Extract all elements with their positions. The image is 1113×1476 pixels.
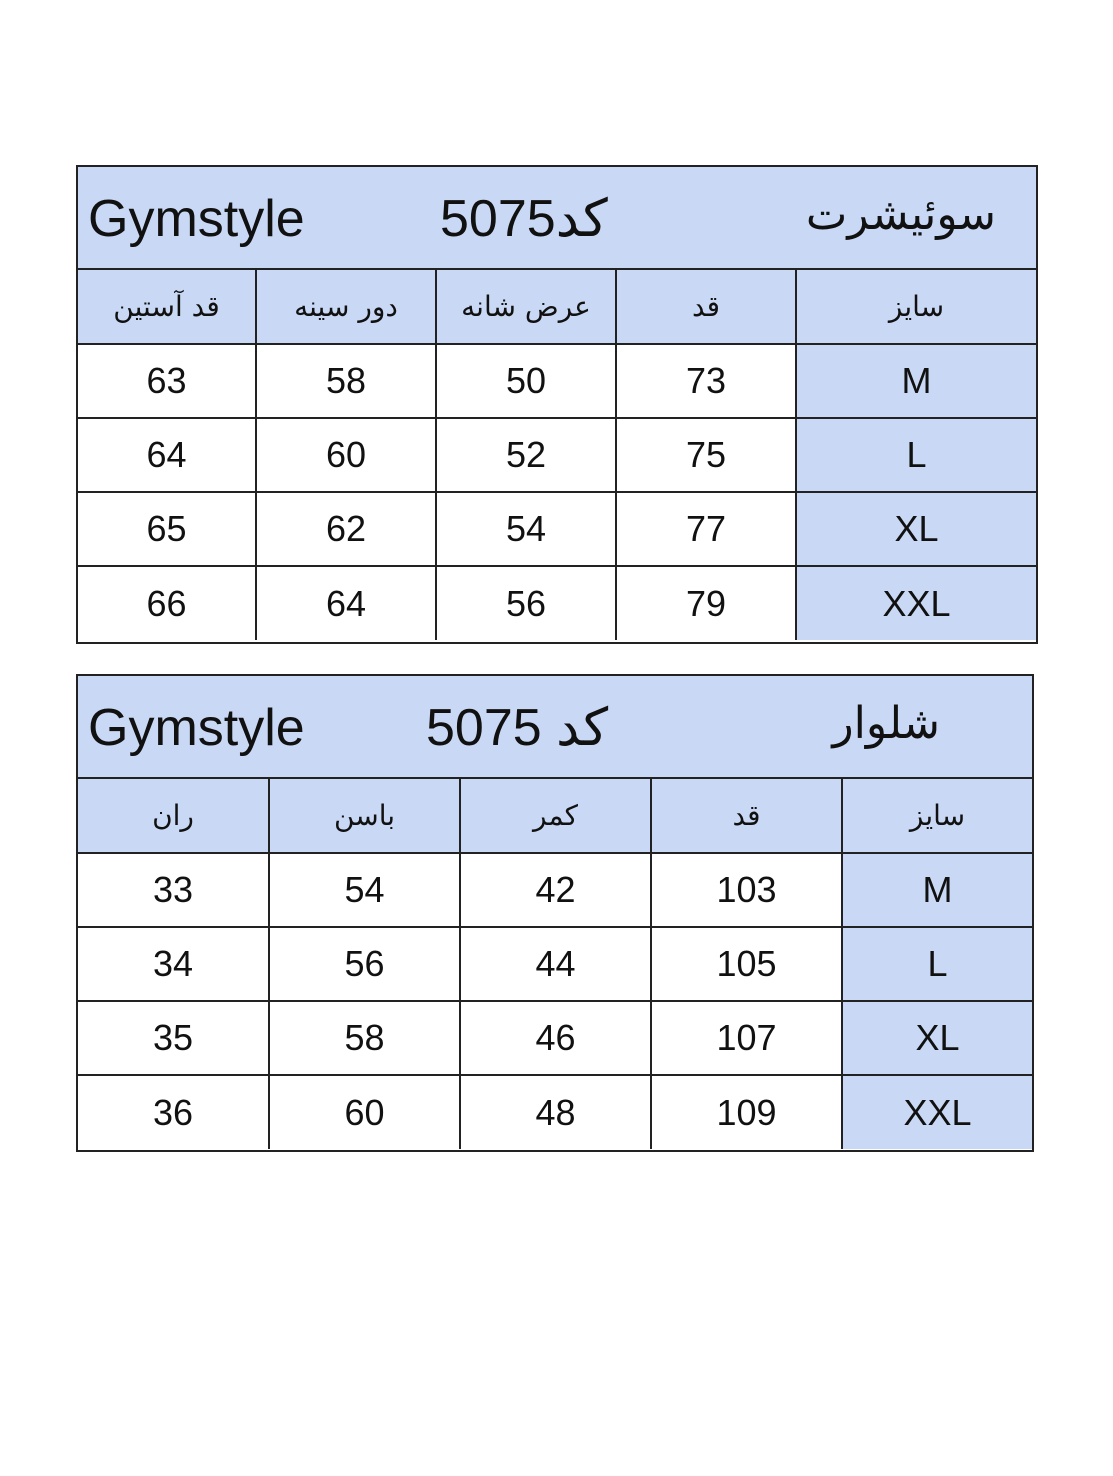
table-cell: 105 <box>651 927 842 1001</box>
column-header-length: قد <box>616 270 796 344</box>
table-cell: 65 <box>78 492 256 566</box>
table-row <box>78 853 1032 927</box>
hoodie-size-table <box>78 270 1036 640</box>
table-cell: 33 <box>78 853 269 927</box>
table-cell: 64 <box>78 418 256 492</box>
pants-size-table <box>78 779 1032 1149</box>
table-cell: 34 <box>78 927 269 1001</box>
size-cell: M <box>796 344 1036 418</box>
table-cell: 36 <box>78 1075 269 1149</box>
table-cell: 75 <box>616 418 796 492</box>
table-row <box>78 566 1036 640</box>
table-header-row <box>78 779 1032 853</box>
size-cell: L <box>842 927 1032 1001</box>
size-cell: XL <box>842 1001 1032 1075</box>
table-cell: 44 <box>460 927 651 1001</box>
table-cell: 54 <box>269 853 460 927</box>
size-cell: M <box>842 853 1032 927</box>
pants-size-chart <box>76 674 1034 1152</box>
table-header-row <box>78 270 1036 344</box>
column-header-hip: باسن <box>269 779 460 853</box>
table-row <box>78 418 1036 492</box>
size-cell: L <box>796 418 1036 492</box>
table-cell: 107 <box>651 1001 842 1075</box>
table-cell: 63 <box>78 344 256 418</box>
table-cell: 56 <box>269 927 460 1001</box>
brand-name: Gymstyle <box>88 699 305 757</box>
table-row <box>78 1075 1032 1149</box>
column-header-size: سایز <box>796 270 1036 344</box>
table-cell: 64 <box>256 566 436 640</box>
table-cell: 103 <box>651 853 842 927</box>
table-row <box>78 1001 1032 1075</box>
size-cell: XL <box>796 492 1036 566</box>
pants-title-bar <box>78 676 1032 779</box>
product-code: کد5075 <box>440 190 608 248</box>
product-name: سوئیشرت <box>805 189 996 240</box>
table-cell: 48 <box>460 1075 651 1149</box>
table-cell: 79 <box>616 566 796 640</box>
column-header-size: سایز <box>842 779 1032 853</box>
table-cell: 50 <box>436 344 616 418</box>
hoodie-title-bar <box>78 167 1036 270</box>
table-cell: 52 <box>436 418 616 492</box>
table-cell: 35 <box>78 1001 269 1075</box>
column-header-sleeve-length: قد آستین <box>78 270 256 344</box>
column-header-thigh: ران <box>78 779 269 853</box>
table-cell: 46 <box>460 1001 651 1075</box>
brand-name: Gymstyle <box>88 190 305 248</box>
table-cell: 60 <box>256 418 436 492</box>
product-name: شلوار <box>832 698 940 749</box>
table-cell: 54 <box>436 492 616 566</box>
column-header-waist: کمر <box>460 779 651 853</box>
product-code: کد 5075 <box>426 699 609 757</box>
table-row <box>78 927 1032 1001</box>
table-cell: 60 <box>269 1075 460 1149</box>
column-header-chest: دور سینه <box>256 270 436 344</box>
table-cell: 42 <box>460 853 651 927</box>
table-cell: 109 <box>651 1075 842 1149</box>
table-row <box>78 344 1036 418</box>
table-cell: 62 <box>256 492 436 566</box>
column-header-length: قد <box>651 779 842 853</box>
column-header-shoulder-width: عرض شانه <box>436 270 616 344</box>
size-cell: XXL <box>796 566 1036 640</box>
size-cell: XXL <box>842 1075 1032 1149</box>
table-row <box>78 492 1036 566</box>
table-cell: 58 <box>256 344 436 418</box>
table-cell: 77 <box>616 492 796 566</box>
table-cell: 73 <box>616 344 796 418</box>
table-cell: 58 <box>269 1001 460 1075</box>
table-cell: 66 <box>78 566 256 640</box>
table-cell: 56 <box>436 566 616 640</box>
hoodie-size-chart <box>76 165 1038 644</box>
